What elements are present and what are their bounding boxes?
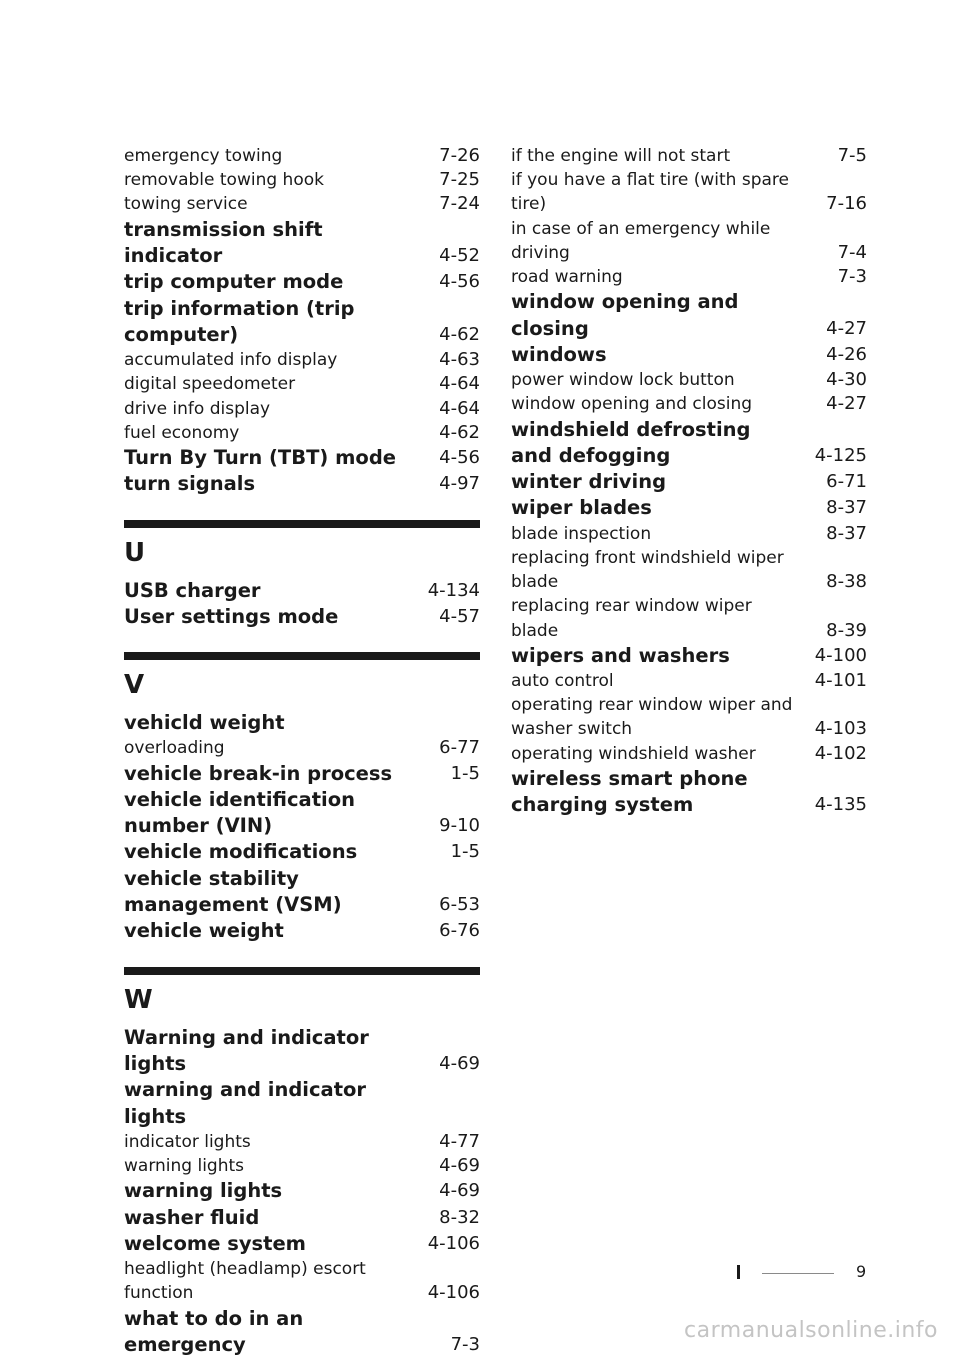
page-reference: 4-97 [439, 473, 480, 495]
letter-divider [124, 652, 480, 660]
index-subentry [124, 348, 480, 372]
entry-text: vehicld weight [124, 711, 285, 735]
index-subentry [124, 1257, 480, 1305]
index-heading [124, 1205, 480, 1231]
index-heading [511, 495, 867, 521]
index-heading [124, 471, 480, 497]
entry-text: power window lock button [511, 370, 735, 391]
entry-text: Warning and indicator lights [124, 1025, 369, 1075]
entry-text: blade inspection [511, 523, 652, 544]
section-mark [737, 1265, 740, 1279]
index-heading [124, 761, 480, 787]
index-subentry [511, 693, 867, 741]
entry-text: vehicle stability management (VSM) [124, 866, 342, 917]
page-reference: 4-30 [826, 369, 867, 391]
index-heading [124, 217, 480, 270]
index-heading [511, 289, 867, 342]
index-subentry [124, 168, 480, 192]
watermark: carmanualsonline.info [684, 1318, 938, 1343]
page-reference: 4-69 [439, 1155, 480, 1177]
page-reference: 4-56 [439, 446, 480, 468]
page-reference: 4-26 [826, 343, 867, 365]
page-reference: 8-38 [826, 571, 867, 593]
page-reference: 8-39 [826, 619, 867, 641]
index-subentry [124, 192, 480, 216]
entry-text: trip information (trip computer) [124, 296, 355, 346]
index-heading [511, 643, 867, 669]
index-heading [124, 1231, 480, 1257]
index-heading [124, 839, 480, 865]
index-heading [511, 342, 867, 368]
page-reference: 4-69 [439, 1180, 480, 1202]
index-subentry [511, 217, 867, 265]
index-heading [124, 1178, 480, 1204]
index-subentry [511, 144, 867, 168]
letter-section-w [124, 945, 480, 1025]
index-subentry [511, 669, 867, 693]
entry-text: operating windshield washer [511, 743, 756, 764]
page-reference: 1-5 [450, 841, 480, 863]
index-subentry [124, 144, 480, 168]
letter-divider [124, 967, 480, 975]
entry-text: turn signals [124, 472, 256, 496]
index-heading [124, 866, 480, 919]
page-reference: 4-100 [814, 644, 867, 666]
index-heading [124, 918, 480, 944]
index-subentry [124, 1154, 480, 1178]
index-subentry [511, 522, 867, 546]
entry-text: windows [511, 342, 607, 366]
page-reference: 4-134 [427, 579, 480, 601]
entry-text: trip computer mode [124, 270, 344, 294]
index-heading [124, 296, 480, 349]
page-reference: 7-4 [837, 241, 867, 263]
page-reference: 4-27 [826, 317, 867, 339]
entry-text: washer fluid [124, 1205, 260, 1229]
entry-text: fuel economy [124, 422, 240, 443]
entry-text: wipers and washers [511, 643, 730, 667]
page-reference: 4-63 [439, 349, 480, 371]
index-subentry [511, 742, 867, 766]
page-reference: 4-62 [439, 421, 480, 443]
index-subentry [511, 546, 867, 594]
entry-text: transmission shift indicator [124, 217, 323, 267]
page-reference: 4-64 [439, 397, 480, 419]
index-heading [124, 1306, 480, 1358]
entry-text: Turn By Turn (TBT) mode [124, 445, 397, 469]
entry-text: vehicle modifications [124, 840, 358, 864]
index-heading [124, 787, 480, 840]
entry-text: vehicle identification number (VIN) [124, 787, 355, 838]
index-heading [124, 710, 480, 736]
page-reference: 4-69 [439, 1052, 480, 1074]
page-reference: 7-24 [439, 193, 480, 215]
index-subentry [511, 594, 867, 642]
index-subentry [511, 168, 867, 216]
page-reference: 7-26 [439, 145, 480, 166]
entry-text: emergency towing [124, 146, 283, 166]
entry-text: drive info display [124, 398, 271, 419]
entry-text: digital speedometer [124, 374, 296, 395]
page-reference: 7-3 [450, 1333, 480, 1355]
entry-text: if you have a flat tire (with spare tire) [511, 170, 789, 215]
entry-text: vehicle break-in process [124, 761, 393, 785]
index-subentry [124, 1130, 480, 1154]
entry-text: winter driving [511, 470, 667, 494]
page-reference: 7-16 [826, 193, 867, 215]
page-reference: 7-5 [837, 145, 867, 166]
entry-text: removable towing hook [124, 170, 324, 191]
page-reference: 4-102 [814, 742, 867, 764]
entry-text: accumulated info display [124, 350, 338, 371]
page-reference: 4-106 [427, 1232, 480, 1254]
page-reference: 6-53 [439, 894, 480, 916]
entry-text: windshield defrosting and defogging [511, 417, 751, 467]
entry-text: warning lights [124, 1156, 245, 1177]
section-letter: W [124, 984, 153, 1015]
index-subentry [511, 265, 867, 289]
page-reference: 8-37 [826, 497, 867, 519]
entry-text: window opening and closing [511, 394, 753, 415]
page-reference: 4-135 [814, 794, 867, 816]
entry-text: welcome system [124, 1231, 307, 1255]
entry-text: headlight (headlamp) escort function [124, 1259, 366, 1304]
page-reference: 7-3 [837, 266, 867, 288]
page-reference: 4-62 [439, 323, 480, 345]
letter-section-u [124, 498, 480, 578]
footer-rule [762, 1273, 834, 1274]
entry-text: replacing front windshield wiper blade [511, 547, 784, 593]
index-heading [511, 766, 867, 819]
index-heading [124, 1025, 480, 1078]
entry-text: warning lights [124, 1179, 283, 1203]
index-heading [124, 604, 480, 630]
page-reference: 4-101 [814, 670, 867, 692]
entry-text: overloading [124, 738, 225, 759]
index-subentry [124, 736, 480, 760]
page-number: 9 [856, 1262, 867, 1281]
entry-text: auto control [511, 671, 614, 692]
entry-text: indicator lights [124, 1131, 251, 1152]
entry-text: warning and indicator lights [124, 1078, 367, 1128]
index-heading [124, 269, 480, 295]
index-subentry [124, 397, 480, 421]
index-heading [124, 578, 480, 604]
index-column-left [124, 144, 480, 1358]
entry-text: window opening and closing [511, 290, 739, 340]
entry-text: wiper blades [511, 496, 652, 520]
index-subentry [511, 368, 867, 392]
page-reference: 4-106 [427, 1282, 480, 1304]
page-reference: 4-64 [439, 373, 480, 395]
index-subentry [511, 392, 867, 416]
index-heading [511, 469, 867, 495]
letter-divider [124, 520, 480, 528]
page-reference: 8-37 [826, 522, 867, 544]
page-reference: 4-57 [439, 605, 480, 627]
page-reference: 4-103 [814, 718, 867, 740]
entry-text: in case of an emergency while driving [511, 218, 771, 263]
index-heading [124, 445, 480, 471]
page-reference: 6-71 [826, 471, 867, 493]
page-reference: 6-76 [439, 920, 480, 942]
entry-text: User settings mode [124, 604, 339, 628]
index-subentry [124, 421, 480, 445]
page-reference: 4-125 [814, 444, 867, 466]
page-reference: 4-56 [439, 271, 480, 293]
entry-text: vehicle weight [124, 919, 284, 943]
index-column-right [511, 144, 867, 818]
section-letter: V [124, 670, 145, 701]
entry-text: road warning [511, 267, 623, 288]
section-letter: U [124, 537, 146, 568]
index-subentry [124, 372, 480, 396]
entry-text: replacing rear window wiper blade [511, 596, 752, 641]
entry-text: operating rear window wiper and washer switch [511, 695, 793, 740]
entry-text: wireless smart phone charging system [511, 766, 748, 817]
page-reference: 1-5 [450, 762, 480, 784]
page-reference: 9-10 [439, 815, 480, 837]
entry-text: towing service [124, 194, 248, 215]
entry-text: if the engine will not start [511, 146, 731, 166]
entry-text: what to do in an emergency [124, 1306, 304, 1356]
index-heading [511, 417, 867, 470]
page-reference: 7-25 [439, 169, 480, 191]
entry-text: USB charger [124, 578, 261, 602]
page-reference: 4-27 [826, 393, 867, 415]
page-reference: 8-32 [439, 1206, 480, 1228]
index-heading [124, 1077, 480, 1130]
letter-section-v [124, 630, 480, 710]
page-reference: 4-77 [439, 1130, 480, 1152]
page-reference: 6-77 [439, 737, 480, 759]
page-reference: 4-52 [439, 244, 480, 266]
